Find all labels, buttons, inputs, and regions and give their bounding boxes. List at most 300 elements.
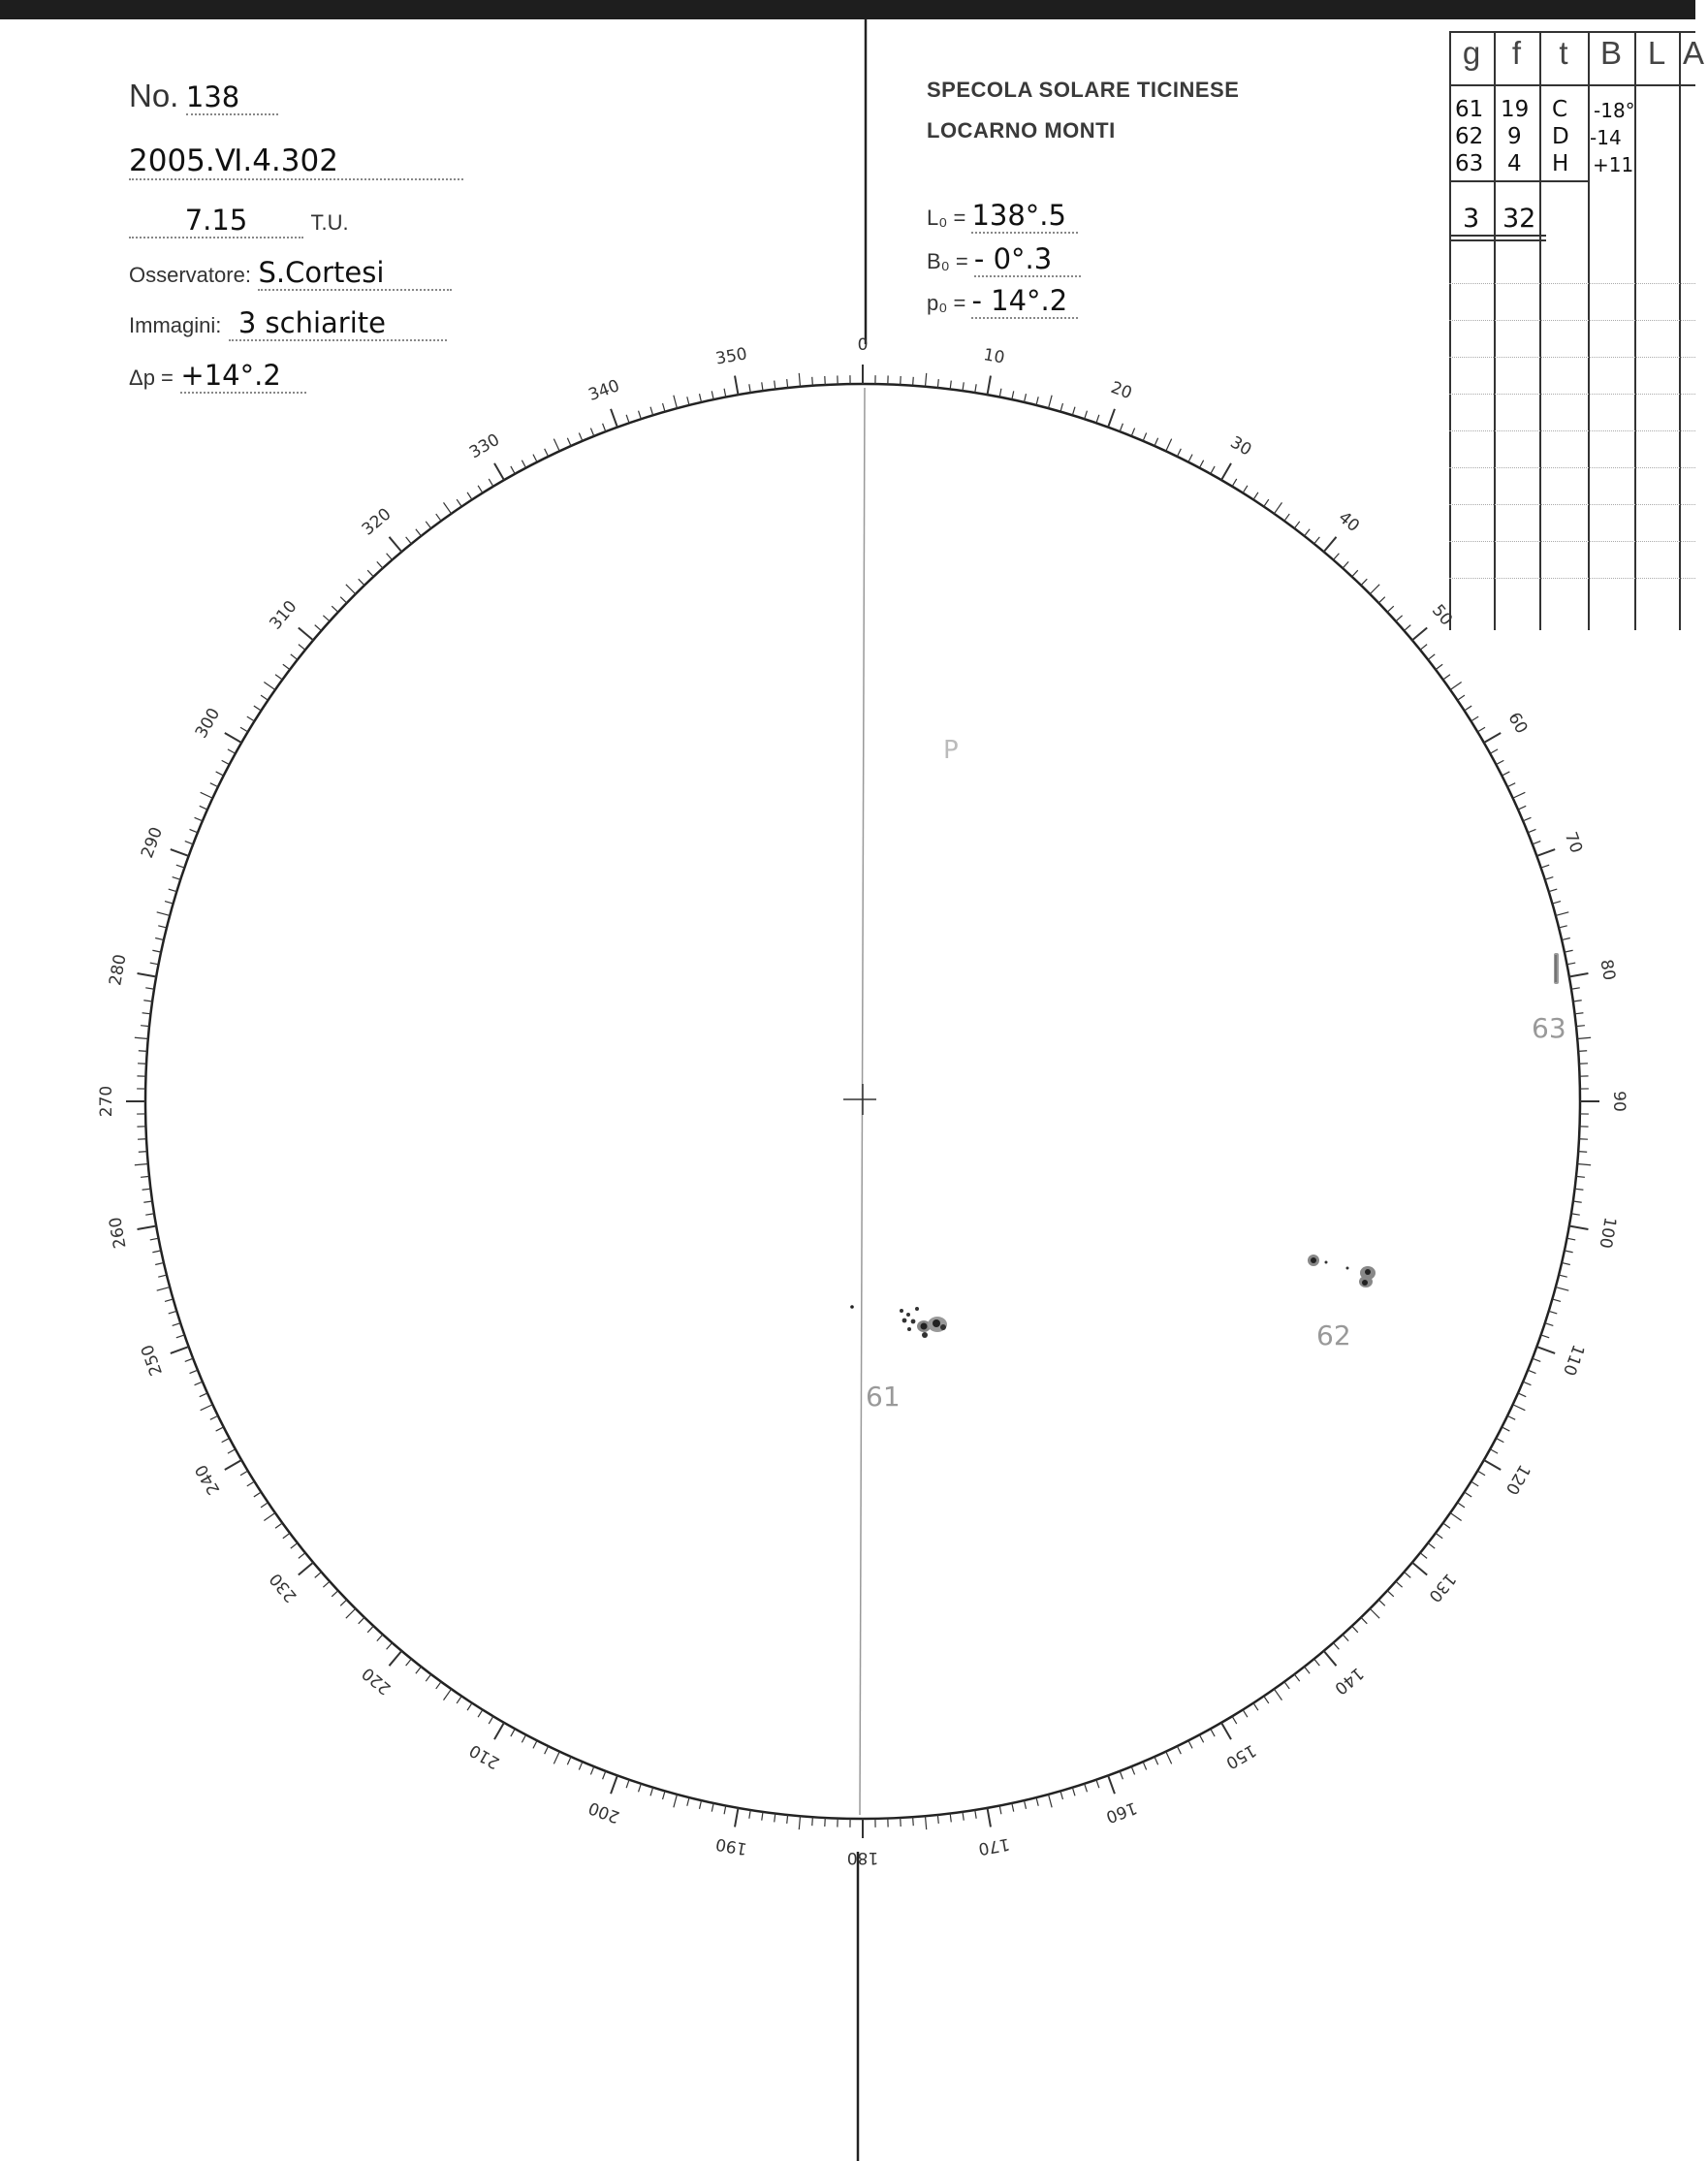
scale-tick (261, 695, 268, 700)
column-header-g: g (1462, 35, 1481, 71)
scale-tick (1232, 479, 1237, 487)
scale-tick (1188, 1740, 1192, 1748)
scale-tick (1154, 438, 1158, 446)
scale-tick (1274, 502, 1281, 513)
scale-tick (1465, 1492, 1472, 1497)
scale-tick (158, 1275, 167, 1277)
scale-tick (762, 382, 763, 391)
scale-label-140: 140 (1330, 1663, 1368, 1699)
row-2-t: D (1552, 124, 1569, 149)
scale-tick (1471, 1481, 1479, 1486)
row-2-g: 62 (1455, 124, 1484, 149)
scale-tick (275, 675, 282, 680)
scale-tick (1471, 716, 1479, 721)
scale-tick (522, 461, 525, 468)
scale-tick (611, 1775, 617, 1794)
scale-tick (299, 645, 305, 651)
scale-tick (1352, 1626, 1358, 1633)
scale-tick (416, 529, 422, 536)
scale-tick (1436, 1533, 1442, 1538)
scale-tick (1284, 1682, 1289, 1689)
scale-tick (340, 1600, 346, 1605)
scale-tick (426, 1674, 430, 1681)
scale-tick (712, 391, 713, 399)
scale-tick (254, 1492, 262, 1497)
scale-tick (1541, 1335, 1550, 1338)
total-groups: 3 (1463, 204, 1480, 234)
scale-tick (200, 806, 207, 810)
scale-tick (1108, 1775, 1115, 1794)
scale-tick (603, 1771, 606, 1779)
scale-tick (139, 1152, 147, 1153)
scale-tick (1496, 760, 1503, 764)
scale-tick (1361, 1617, 1367, 1623)
scale-tick (1024, 394, 1026, 402)
observatory-location: LOCARNO MONTI (927, 118, 1116, 143)
scale-tick (522, 1734, 525, 1742)
time-unit: T.U. (310, 210, 349, 235)
pole-mark: P (943, 736, 959, 765)
scale-tick (1573, 1201, 1582, 1202)
scale-tick (1012, 1803, 1014, 1812)
scale-tick (1566, 963, 1575, 965)
scale-label-10: 10 (982, 345, 1006, 368)
scale-tick (283, 1533, 290, 1538)
scale-tick (626, 1780, 629, 1789)
scale-tick (436, 1682, 441, 1689)
scale-tick (222, 1438, 230, 1442)
scale-tick (1457, 1503, 1464, 1508)
scale-tick (323, 1581, 330, 1587)
scale-tick (275, 1523, 282, 1528)
scale-tick (1556, 1287, 1569, 1291)
scale-tick (554, 1752, 559, 1764)
observer-label: Osservatore: (129, 263, 251, 287)
scale-tick (377, 1635, 383, 1641)
column-header-a: A (1682, 35, 1704, 71)
scale-tick (176, 865, 185, 868)
scale-tick (1177, 449, 1181, 457)
scale-tick (925, 373, 926, 387)
scale-tick (812, 377, 813, 386)
scale-tick (1024, 1800, 1026, 1809)
scale-tick (1502, 772, 1509, 776)
scale-tick (787, 1815, 788, 1824)
scale-tick (1143, 433, 1147, 441)
scale-tick (261, 1503, 268, 1508)
scale-label-220: 220 (358, 1663, 395, 1699)
scale-tick (135, 1163, 148, 1164)
scale-tick (1012, 391, 1014, 399)
images-label: Immagini: (129, 313, 222, 337)
sheet-number-value: 138 (185, 80, 240, 113)
scale-tick (1484, 1460, 1501, 1470)
scale-tick (1518, 1393, 1526, 1397)
scale-tick (1036, 1797, 1038, 1806)
dp-label: Δp = (129, 365, 174, 390)
scale-tick (950, 1813, 951, 1822)
scale-tick (1108, 409, 1115, 428)
scale-tick (210, 783, 218, 787)
scale-tick (185, 842, 193, 844)
scale-label-60: 60 (1503, 709, 1532, 738)
scale-tick (1120, 1771, 1123, 1779)
scale-label-130: 130 (1424, 1569, 1460, 1606)
scale-label-50: 50 (1427, 600, 1457, 630)
scale-tick (1264, 1696, 1269, 1702)
scale-tick (650, 1788, 653, 1796)
scale-label-80: 80 (1596, 958, 1619, 982)
row-2-b: -14 (1590, 126, 1622, 149)
scale-tick (283, 664, 290, 669)
scale-tick (511, 1729, 515, 1736)
scale-tick (1378, 597, 1384, 603)
scale-label-310: 310 (266, 596, 301, 634)
scale-label-150: 150 (1221, 1739, 1260, 1773)
scale-tick (1574, 1013, 1583, 1014)
scale-tick (359, 579, 364, 585)
scale-tick (145, 1214, 154, 1215)
observer-value: S.Cortesi (258, 256, 385, 289)
scale-tick (1496, 1438, 1503, 1442)
scale-tick (169, 1311, 177, 1314)
scale-tick (1396, 616, 1403, 621)
column-header-f: f (1511, 35, 1522, 71)
scale-tick (1060, 403, 1062, 412)
scale-label-280: 280 (106, 952, 131, 988)
images-value: 3 schiarite (237, 306, 386, 339)
scale-tick (141, 1176, 149, 1177)
scale-tick (1166, 439, 1172, 452)
scale-tick (1436, 664, 1442, 669)
b0-value: - 0°.3 (973, 242, 1053, 275)
scale-tick (228, 1449, 236, 1453)
scale-tick (1404, 1572, 1410, 1577)
scale-tick (1420, 645, 1427, 651)
scale-tick (210, 1415, 218, 1419)
scale-tick (1513, 792, 1526, 798)
scale-tick (158, 926, 167, 928)
scale-tick (340, 597, 346, 603)
scale-tick (975, 1810, 976, 1819)
scale-tick (1305, 529, 1311, 536)
scale-tick (1096, 1780, 1099, 1789)
scale-tick (323, 616, 330, 621)
scale-tick (700, 1800, 702, 1809)
scale-tick (626, 415, 629, 424)
scale-tick (650, 407, 653, 416)
scale-tick (1576, 1026, 1585, 1027)
scale-tick (1243, 486, 1248, 493)
scale-tick (225, 733, 241, 743)
scale-tick (145, 988, 154, 989)
scale-tick (1143, 1762, 1147, 1769)
scale-tick (1578, 1051, 1587, 1052)
scale-tick (1490, 749, 1498, 753)
scale-tick (1131, 1766, 1134, 1774)
scale-label-340: 340 (585, 376, 622, 405)
scale-tick (1378, 1600, 1384, 1605)
scale-tick (1085, 411, 1088, 420)
scale-tick (195, 1382, 203, 1385)
scale-label-270: 270 (97, 1085, 116, 1118)
scale-tick (1211, 466, 1215, 474)
scale-tick (264, 1512, 274, 1520)
scale-tick (1324, 1651, 1337, 1666)
scale-tick (674, 1795, 678, 1808)
scale-tick (663, 1791, 665, 1799)
scale-label-30: 30 (1226, 432, 1255, 461)
scale-label-250: 250 (138, 1342, 167, 1379)
scale-tick (1096, 415, 1099, 424)
scale-tick (1305, 1667, 1311, 1673)
scale-tick (987, 1808, 990, 1827)
scale-tick (1387, 606, 1394, 612)
scale-tick (299, 1563, 313, 1575)
scale-tick (533, 455, 537, 462)
scale-tick (724, 1805, 726, 1814)
scale-tick (1545, 877, 1554, 880)
scale-tick (1294, 1674, 1299, 1681)
scale-tick (155, 938, 164, 940)
column-header-l: L (1647, 35, 1666, 71)
scale-tick (1085, 1784, 1088, 1793)
scale-label-110: 110 (1559, 1342, 1588, 1379)
scale-tick (332, 1591, 338, 1597)
scale-tick (346, 585, 356, 594)
scale-tick (457, 499, 461, 506)
scale-tick (1571, 1214, 1580, 1215)
scale-tick (387, 554, 393, 560)
scale-label-240: 240 (191, 1460, 225, 1499)
scale-tick (150, 963, 159, 965)
scale-tick (155, 1262, 164, 1264)
row-3-g: 63 (1455, 151, 1484, 176)
scale-tick (1523, 1382, 1531, 1385)
scale-tick (389, 537, 401, 552)
scale-tick (511, 466, 515, 474)
scale-tick (1396, 1581, 1403, 1587)
scale-tick (567, 1757, 571, 1764)
scale-label-20: 20 (1108, 377, 1135, 404)
scale-label-190: 190 (713, 1833, 749, 1859)
scale-tick (416, 1667, 422, 1673)
scale-tick (963, 382, 964, 391)
scale-tick (201, 792, 213, 798)
scale-tick (467, 1703, 472, 1711)
column-header-b: B (1599, 35, 1622, 71)
scale-tick (138, 973, 157, 976)
scale-tick (478, 1710, 483, 1718)
scale-tick (1314, 537, 1320, 544)
scale-tick (1577, 1163, 1591, 1164)
scale-tick (1243, 1710, 1248, 1718)
scale-tick (1420, 1553, 1427, 1559)
scale-tick (1562, 938, 1570, 940)
scale-tick (1450, 1512, 1461, 1520)
scale-tick (1556, 912, 1569, 916)
scale-tick (1545, 1323, 1554, 1326)
scale-tick (787, 379, 788, 388)
scale-tick (1443, 675, 1450, 680)
scale-label-200: 200 (585, 1797, 622, 1827)
scale-tick (1352, 570, 1358, 577)
scale-tick (1120, 424, 1123, 431)
scale-tick (1049, 396, 1053, 409)
scale-tick (1507, 1415, 1515, 1419)
scale-tick (1507, 783, 1515, 787)
scale-tick (1211, 1729, 1215, 1736)
scale-tick (1253, 493, 1258, 500)
scale-tick (489, 1716, 493, 1724)
scale-tick (247, 716, 255, 721)
scale-tick (299, 627, 313, 640)
scale-tick (735, 376, 738, 396)
scale-tick (1221, 463, 1231, 480)
scale-tick (1387, 1591, 1394, 1597)
scale-label-120: 120 (1501, 1460, 1534, 1499)
row-1-f: 19 (1501, 97, 1530, 122)
scale-label-230: 230 (266, 1569, 301, 1606)
scale-tick (346, 1608, 356, 1618)
scale-tick (1264, 499, 1269, 506)
scale-tick (1131, 429, 1134, 436)
scale-tick (444, 502, 452, 513)
scale-tick (1333, 1642, 1339, 1649)
scale-tick (1412, 627, 1427, 640)
row-1-t: C (1552, 97, 1568, 122)
scale-tick (478, 486, 483, 493)
p0-value: - 14°.2 (971, 284, 1068, 317)
scale-tick (190, 829, 198, 832)
scale-tick (1578, 1152, 1587, 1153)
row-1-g: 61 (1455, 97, 1484, 122)
scale-label-70: 70 (1560, 829, 1587, 856)
scale-tick (1370, 1608, 1379, 1618)
scale-tick (1569, 1225, 1589, 1228)
scale-label-100: 100 (1595, 1215, 1620, 1251)
scale-tick (579, 433, 583, 441)
scale-tick (1457, 695, 1464, 700)
scale-label-300: 300 (191, 704, 225, 743)
scale-tick (749, 1810, 750, 1819)
scale-tick (1477, 1471, 1485, 1476)
scale-tick (724, 389, 726, 397)
scale-tick (165, 1299, 174, 1301)
scale-tick (225, 1460, 241, 1470)
sunspot-group-62 (1308, 1255, 1376, 1287)
scale-tick (1533, 842, 1540, 844)
group-label-63: 63 (1532, 1012, 1566, 1044)
scale-tick (138, 1225, 157, 1228)
scale-tick (1177, 1746, 1181, 1754)
scale-tick (999, 1805, 1001, 1814)
scale-tick (700, 394, 702, 402)
scale-tick (406, 537, 412, 544)
scale-label-0: 0 (857, 335, 869, 355)
scale-tick (1562, 1262, 1570, 1264)
scale-tick (1428, 1543, 1435, 1549)
scale-tick (135, 1037, 148, 1038)
scale-tick (925, 1816, 926, 1829)
scale-tick (406, 1659, 412, 1666)
scale-tick (1571, 988, 1580, 989)
scale-tick (142, 1189, 151, 1190)
scale-tick (749, 384, 750, 393)
scale-tick (426, 522, 430, 528)
scale-tick (1232, 1716, 1237, 1724)
observatory-name: SPECOLA SOLARE TICINESE (927, 78, 1240, 102)
scale-tick (190, 1370, 198, 1373)
scale-label-40: 40 (1334, 507, 1364, 537)
scale-tick (332, 606, 338, 612)
scale-tick (1565, 1251, 1573, 1253)
scale-tick (228, 749, 236, 753)
scale-tick (663, 403, 665, 412)
scale-tick (367, 1626, 373, 1633)
row-2-f: 9 (1507, 124, 1522, 149)
scale-label-290: 290 (138, 824, 167, 861)
total-spots: 32 (1502, 204, 1536, 234)
group-label-62: 62 (1316, 1319, 1351, 1351)
scale-tick (200, 1393, 207, 1397)
scale-tick (1552, 1299, 1561, 1301)
scale-tick (240, 727, 248, 732)
scale-label-90: 90 (1609, 1091, 1629, 1112)
scale-tick (489, 479, 493, 487)
scale-tick (1528, 829, 1535, 832)
scale-tick (611, 409, 617, 428)
scale-tick (185, 1358, 193, 1361)
scale-tick (1566, 1238, 1575, 1240)
scale-tick (1333, 554, 1339, 560)
scale-tick (141, 1026, 149, 1027)
scale-tick (150, 1238, 159, 1240)
row-3-b: +11 (1593, 153, 1634, 176)
scale-tick (639, 411, 642, 420)
scale-tick (712, 1803, 713, 1812)
scale-tick (603, 424, 606, 431)
sunspot-group-61 (850, 1305, 947, 1338)
scale-tick (222, 760, 230, 764)
l0-label: L₀ = (927, 206, 966, 230)
scale-tick (1049, 1795, 1053, 1808)
scale-tick (1549, 889, 1558, 892)
scale-tick (1199, 1734, 1203, 1742)
scale-label-260: 260 (106, 1215, 131, 1251)
scale-tick (687, 397, 689, 405)
scale-tick (1574, 1189, 1583, 1190)
scale-tick (554, 439, 559, 452)
scale-tick (590, 1766, 593, 1774)
scale-tick (533, 1740, 537, 1748)
scale-tick (913, 377, 914, 386)
scale-tick (1536, 1347, 1555, 1353)
scale-tick (157, 1287, 171, 1291)
scale-tick (1314, 1659, 1320, 1666)
scale-tick (1541, 865, 1550, 868)
scale-tick (1060, 1791, 1062, 1799)
scale-tick (1536, 849, 1555, 856)
scale-tick (165, 902, 174, 904)
scale-tick (457, 1696, 461, 1702)
scale-tick (367, 570, 373, 577)
scale-tick (545, 449, 549, 457)
scale-tick (812, 1817, 813, 1826)
scale-tick (1559, 926, 1567, 928)
scale-tick (377, 561, 383, 568)
scale-tick (1154, 1757, 1158, 1764)
